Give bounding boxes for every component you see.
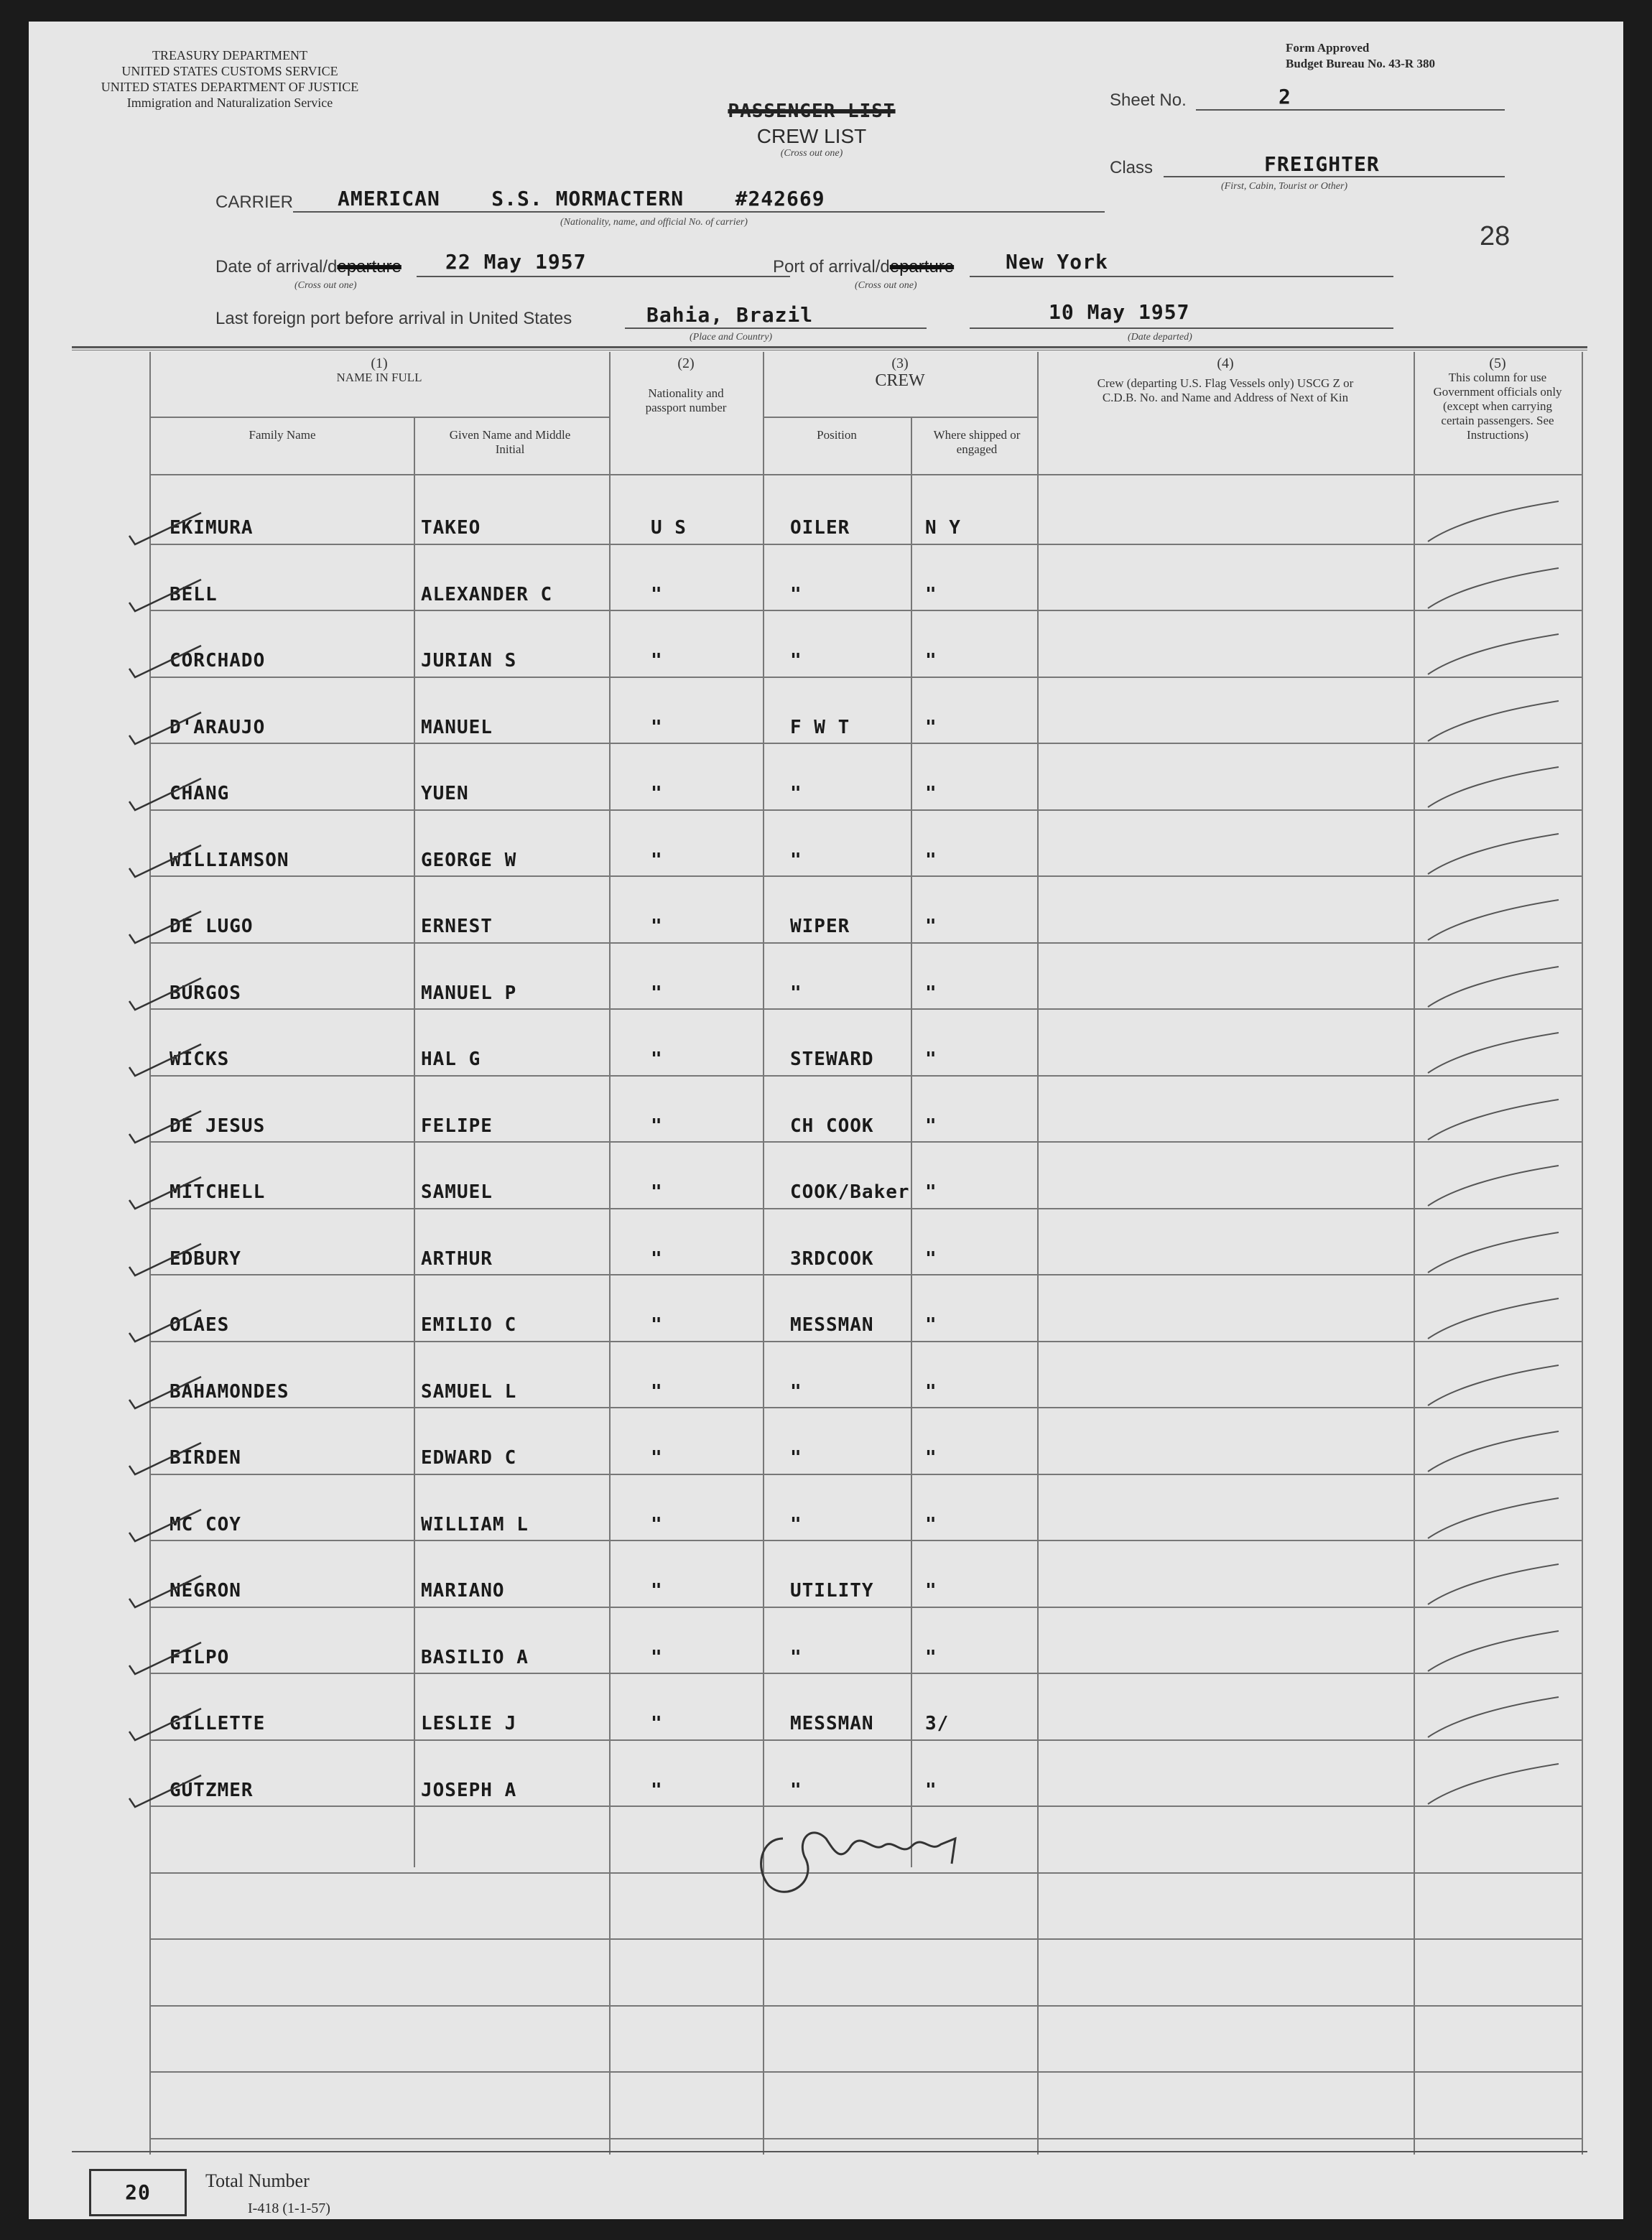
official-mark-icon	[1422, 497, 1566, 547]
col4-head	[1037, 356, 1414, 405]
family-name-cell: CORCHADO	[170, 650, 266, 671]
budget-bureau-number: Budget Bureau No. 43-R 380	[1286, 57, 1435, 70]
port-arrival-label	[773, 257, 954, 277]
row-divider	[149, 1673, 1582, 1674]
carrier-label: CARRIER	[215, 192, 294, 212]
col4-number: (4)	[1217, 355, 1234, 371]
agency-line: TREASURY DEPARTMENT	[152, 48, 308, 62]
position-cell: "	[790, 1513, 802, 1535]
family-name-cell: DE LUGO	[170, 916, 254, 937]
family-name-cell: NEGRON	[170, 1580, 241, 1602]
given-name-head: Given Name and Middle Initial	[449, 428, 571, 456]
nationality-cell: U S	[651, 517, 687, 539]
check-mark-icon	[122, 1703, 208, 1746]
row-divider	[149, 942, 1582, 944]
departed-value: 10 May 1957	[1049, 300, 1190, 324]
position-cell: F W T	[790, 716, 850, 738]
nationality-cell: "	[651, 1049, 663, 1070]
col1-title: NAME IN FULL	[336, 371, 422, 384]
agency-block	[72, 47, 388, 111]
nationality-cell: "	[651, 916, 663, 937]
nationality-cell: "	[651, 982, 663, 1004]
nationality-cell: "	[651, 1115, 663, 1137]
position-cell: COOK/Baker	[790, 1181, 910, 1203]
given-name-cell: MANUEL P	[421, 982, 517, 1004]
where-shipped-cell: "	[925, 1580, 937, 1602]
family-name-cell: BELL	[170, 583, 218, 605]
where-shipped-cell: "	[925, 1513, 937, 1535]
official-mark-icon	[1422, 630, 1566, 680]
class-note: (First, Cabin, Tourist or Other)	[1221, 181, 1348, 192]
official-mark-icon	[1422, 697, 1566, 747]
check-mark-icon	[122, 507, 208, 550]
check-mark-icon	[122, 906, 208, 949]
check-mark-icon	[122, 1570, 208, 1613]
sheet-label: Sheet No.	[1110, 90, 1187, 110]
row-divider	[149, 809, 1582, 811]
last-port-value: Bahia, Brazil	[646, 303, 814, 327]
official-mark-icon	[1422, 1427, 1566, 1477]
class-value: FREIGHTER	[1264, 152, 1380, 176]
page-number: 28	[1480, 221, 1511, 251]
carrier-note: (Nationality, name, and official No. of carrier)	[560, 217, 748, 228]
given-name-cell: ERNEST	[421, 916, 493, 937]
row-divider	[149, 1274, 1582, 1275]
where-shipped-cell: "	[925, 783, 937, 804]
position-cell: WIPER	[790, 916, 850, 937]
official-mark-icon	[1422, 1294, 1566, 1344]
nationality-cell: "	[651, 1181, 663, 1203]
check-mark-icon	[122, 1171, 208, 1214]
position-cell: "	[790, 982, 802, 1004]
nationality-cell: "	[651, 583, 663, 605]
port-note: (Cross out one)	[855, 280, 917, 291]
official-mark-icon	[1422, 1760, 1566, 1810]
official-mark-icon	[1422, 1095, 1566, 1145]
position-cell: OILER	[790, 517, 850, 539]
given-name-cell: SAMUEL L	[421, 1380, 517, 1403]
official-mark-icon	[1422, 1627, 1566, 1677]
position-cell: "	[790, 1380, 802, 1403]
family-name-cell: WICKS	[170, 1049, 230, 1070]
nationality-cell: "	[651, 783, 663, 804]
row-divider	[149, 544, 1582, 545]
where-shipped-head: Where shipped or engaged	[933, 428, 1021, 456]
position-cell: "	[790, 849, 802, 871]
official-mark-icon	[1422, 1693, 1566, 1743]
row-divider	[149, 1938, 1582, 1940]
given-name-cell: EMILIO C	[421, 1314, 517, 1336]
departed-note: (Date departed)	[1128, 332, 1192, 343]
where-shipped-cell: "	[925, 583, 937, 605]
col3-number: (3)	[891, 355, 909, 371]
family-name-cell: BIRDEN	[170, 1447, 241, 1469]
given-name-cell: JOSEPH A	[421, 1779, 517, 1801]
where-shipped-cell: "	[925, 916, 937, 937]
date-note: (Cross out one)	[294, 280, 357, 291]
nationality-cell: "	[651, 1779, 663, 1801]
official-mark-icon	[1422, 1494, 1566, 1544]
given-name-cell: TAKEO	[421, 517, 481, 539]
col5-head	[1414, 356, 1582, 442]
family-name-cell: MITCHELL	[170, 1181, 266, 1203]
row-divider	[149, 1607, 1582, 1608]
family-name-cell: OLAES	[170, 1314, 230, 1336]
where-shipped-cell: "	[925, 650, 937, 671]
given-name-cell: HAL G	[421, 1049, 481, 1070]
given-name-cell: ALEXANDER C	[421, 583, 553, 605]
position-head: Position	[817, 428, 857, 442]
family-name-cell: BAHAMONDES	[170, 1380, 289, 1403]
official-mark-icon	[1422, 1161, 1566, 1212]
family-name-cell: BURGOS	[170, 982, 241, 1004]
official-mark-icon	[1422, 763, 1566, 813]
col5-number: (5)	[1489, 355, 1506, 371]
position-cell: "	[790, 783, 802, 804]
family-name-cell: DE JESUS	[170, 1115, 266, 1137]
official-mark-icon	[1422, 962, 1566, 1013]
check-mark-icon	[122, 773, 208, 816]
nationality-cell: "	[651, 1646, 663, 1668]
given-name-cell: SAMUEL	[421, 1181, 493, 1203]
nationality-cell: "	[651, 1713, 663, 1734]
check-mark-icon	[122, 1637, 208, 1680]
family-name-cell: FILPO	[170, 1646, 230, 1668]
given-name-cell: MANUEL	[421, 716, 493, 738]
check-mark-icon	[122, 707, 208, 750]
row-divider	[149, 1008, 1582, 1010]
form-title: CREW LIST	[756, 125, 867, 147]
position-cell: "	[790, 1646, 802, 1668]
given-name-cell: MARIANO	[421, 1580, 505, 1602]
official-mark-icon	[1422, 1028, 1566, 1079]
where-shipped-cell: "	[925, 1380, 937, 1403]
where-shipped-cell: "	[925, 1115, 937, 1137]
family-name-cell: GILLETTE	[170, 1713, 266, 1734]
where-shipped-cell: "	[925, 849, 937, 871]
nationality-cell: "	[651, 1247, 663, 1270]
date-struck-text: eparture	[337, 257, 402, 276]
position-cell: "	[790, 1779, 802, 1801]
nationality-cell: "	[651, 849, 663, 871]
row-divider	[149, 1341, 1582, 1342]
given-name-cell: LESLIE J	[421, 1713, 517, 1734]
given-name-cell: EDWARD C	[421, 1447, 517, 1469]
check-mark-icon	[122, 1038, 208, 1082]
given-name-cell: YUEN	[421, 783, 469, 804]
row-divider	[149, 610, 1582, 611]
where-shipped-cell: "	[925, 1447, 937, 1469]
signature	[718, 1795, 1020, 1903]
given-name-cell: BASILIO A	[421, 1646, 529, 1668]
position-cell: "	[790, 1447, 802, 1469]
check-mark-icon	[122, 1770, 208, 1813]
agency-line: Immigration and Naturalization Service	[126, 96, 333, 110]
check-mark-icon	[122, 1105, 208, 1148]
position-cell: 3RDCOOK	[790, 1247, 874, 1270]
agency-line: UNITED STATES DEPARTMENT OF JUSTICE	[101, 80, 359, 94]
where-shipped-cell: "	[925, 1247, 937, 1270]
col1-head	[149, 356, 609, 385]
given-name-cell: FELIPE	[421, 1115, 493, 1137]
nationality-cell: "	[651, 1380, 663, 1403]
check-mark-icon	[122, 640, 208, 683]
title-block	[661, 101, 962, 159]
family-name-cell: WILLIAMSON	[170, 849, 289, 871]
col3-title: CREW	[875, 371, 925, 390]
check-mark-icon	[122, 1504, 208, 1547]
family-name-cell: D'ARAUJO	[170, 716, 266, 738]
class-label: Class	[1110, 158, 1154, 177]
family-name-cell: CHANG	[170, 783, 230, 804]
where-shipped-cell: "	[925, 716, 937, 738]
given-name-cell: WILLIAM L	[421, 1513, 529, 1535]
row-divider	[149, 2005, 1582, 2007]
total-label: Total Number	[205, 2170, 310, 2191]
check-mark-icon	[122, 1437, 208, 1480]
nationality-cell: "	[651, 1447, 663, 1469]
row-divider	[149, 875, 1582, 877]
sheet-number: 2	[1279, 85, 1291, 108]
position-cell: STEWARD	[790, 1049, 874, 1070]
title-note: (Cross out one)	[780, 148, 843, 159]
position-cell: "	[790, 650, 802, 671]
row-divider	[149, 1075, 1582, 1077]
port-struck-text: eparture	[889, 257, 955, 276]
where-shipped-cell: "	[925, 1646, 937, 1668]
row-divider	[149, 1739, 1582, 1741]
row-divider	[149, 2138, 1582, 2139]
position-cell: MESSMAN	[790, 1314, 874, 1336]
form-approved-label: Form Approved	[1286, 41, 1370, 55]
total-box	[89, 2169, 187, 2216]
row-divider	[149, 743, 1582, 744]
col5-title: This column for use Government officials only (except when carrying certain passengers. See Instructions)	[1433, 371, 1562, 442]
row-divider	[149, 1141, 1582, 1143]
where-shipped-cell: N Y	[925, 517, 961, 539]
position-cell: CH COOK	[790, 1115, 874, 1137]
official-mark-icon	[1422, 564, 1566, 614]
where-shipped-cell: "	[925, 982, 937, 1004]
agency-line: UNITED STATES CUSTOMS SERVICE	[121, 64, 338, 78]
nationality-cell: "	[651, 1580, 663, 1602]
official-mark-icon	[1422, 1228, 1566, 1278]
col2-number: (2)	[677, 355, 695, 371]
date-label-text: Date of arrival/d	[215, 257, 338, 276]
row-divider	[149, 1208, 1582, 1209]
family-name-cell: GUTZMER	[170, 1779, 254, 1801]
total-count: 20	[125, 2180, 151, 2204]
nationality-cell: "	[651, 716, 663, 738]
family-name-cell: EDBURY	[170, 1247, 241, 1270]
official-mark-icon	[1422, 896, 1566, 946]
carrier-value: AMERICAN S.S. MORMACTERN #242669	[338, 187, 825, 210]
where-shipped-cell: 3/	[925, 1713, 950, 1734]
form-approved	[1286, 40, 1435, 72]
crew-list-form	[29, 22, 1623, 2219]
struck-title: PASSENGER LIST	[728, 101, 896, 122]
position-cell: "	[790, 583, 802, 605]
nationality-cell: "	[651, 1314, 663, 1336]
check-mark-icon	[122, 1304, 208, 1347]
col3-head	[763, 356, 1037, 388]
row-divider	[149, 1540, 1582, 1541]
row-divider	[149, 1474, 1582, 1475]
family-name-head: Family Name	[249, 428, 316, 442]
date-arrival-value: 22 May 1957	[445, 250, 587, 274]
official-mark-icon	[1422, 1361, 1566, 1411]
where-shipped-cell: "	[925, 1181, 937, 1203]
given-name-cell: ARTHUR	[421, 1247, 493, 1270]
form-number: I-418 (1-1-57)	[248, 2201, 330, 2216]
row-divider	[149, 2071, 1582, 2073]
row-divider	[149, 677, 1582, 678]
family-name-cell: MC COY	[170, 1513, 241, 1535]
last-port-note: (Place and Country)	[690, 332, 773, 343]
given-name-cell: JURIAN S	[421, 650, 517, 671]
check-mark-icon	[122, 574, 208, 617]
nationality-cell: "	[651, 650, 663, 671]
where-shipped-cell: "	[925, 1314, 937, 1336]
given-name-cell: GEORGE W	[421, 849, 517, 871]
check-mark-icon	[122, 840, 208, 883]
last-port-label: Last foreign port before arrival in United States	[215, 309, 572, 328]
port-arrival-value: New York	[1006, 250, 1108, 274]
position-cell: UTILITY	[790, 1580, 874, 1602]
where-shipped-cell: "	[925, 1779, 937, 1801]
check-mark-icon	[122, 1238, 208, 1281]
nationality-cell: "	[651, 1513, 663, 1535]
date-arrival-label	[215, 257, 402, 277]
position-cell: MESSMAN	[790, 1713, 874, 1734]
col2-head	[609, 356, 763, 415]
where-shipped-cell: "	[925, 1049, 937, 1070]
official-mark-icon	[1422, 1560, 1566, 1610]
row-divider	[149, 1407, 1582, 1408]
port-label-text: Port of arrival/d	[773, 257, 890, 276]
col4-title: Crew (departing U.S. Flag Vessels only) USCG Z or C.D.B. No. and Name and Address of Next of Kin	[1097, 376, 1354, 404]
family-name-cell: EKIMURA	[170, 517, 254, 539]
check-mark-icon	[122, 972, 208, 1016]
check-mark-icon	[122, 1371, 208, 1414]
col2-title: Nationality and passport number	[645, 386, 727, 414]
col1-number: (1)	[371, 355, 388, 371]
official-mark-icon	[1422, 829, 1566, 880]
